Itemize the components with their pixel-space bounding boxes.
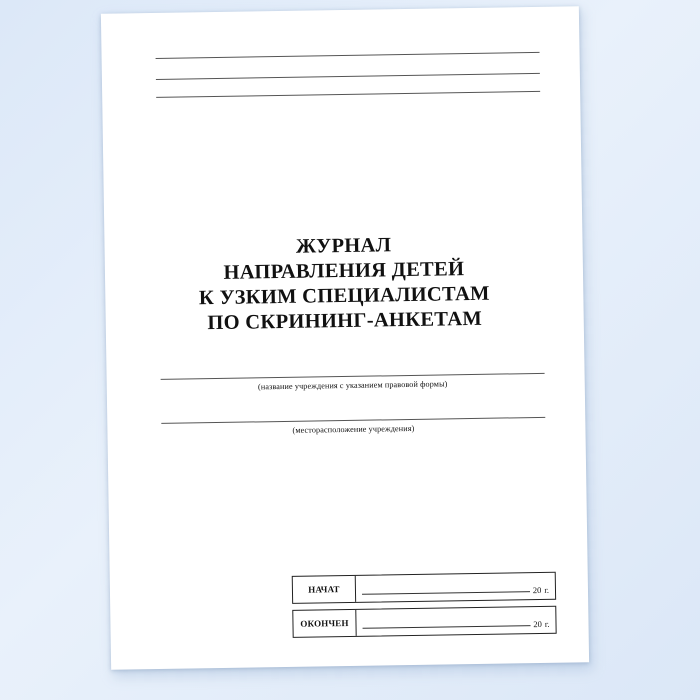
- started-writing-line: [362, 591, 549, 595]
- title-line-1: ЖУРНАЛ: [295, 234, 392, 258]
- title-line-2: НАПРАВЛЕНИЯ ДЕТЕЙ: [223, 258, 465, 284]
- finished-writing-line: [363, 625, 550, 629]
- title-line-4: ПО СКРИНИНГ-АНКЕТАМ: [207, 307, 483, 335]
- started-label: НАЧАТ: [293, 576, 356, 603]
- date-boxes: [292, 572, 557, 644]
- started-value: [356, 573, 555, 602]
- finished-label: ОКОНЧЕН: [293, 610, 356, 637]
- started-year-prefix: 20: [530, 585, 542, 595]
- started-row: [292, 572, 556, 604]
- title-line-3: К УЗКИМ СПЕЦИАЛИСТАМ: [198, 282, 490, 310]
- header-rule-3: [156, 91, 540, 98]
- page-content: [101, 6, 589, 669]
- started-year-suffix: г.: [541, 585, 549, 595]
- header-rule-2: [156, 73, 540, 80]
- header-rule-1: [156, 52, 540, 59]
- institution-name-field: [161, 373, 545, 393]
- institution-location-caption: (месторасположение учреждения): [292, 423, 415, 435]
- finished-row: [292, 606, 556, 638]
- institution-location-field: [161, 417, 545, 437]
- finished-value: [356, 607, 555, 636]
- finished-year-suffix: г.: [542, 619, 550, 629]
- institution-name-caption: (название учреждения с указанием правовой формы): [257, 379, 448, 392]
- page-title: [134, 231, 554, 338]
- finished-year-prefix: 20: [530, 619, 542, 629]
- journal-cover-page: [101, 6, 589, 669]
